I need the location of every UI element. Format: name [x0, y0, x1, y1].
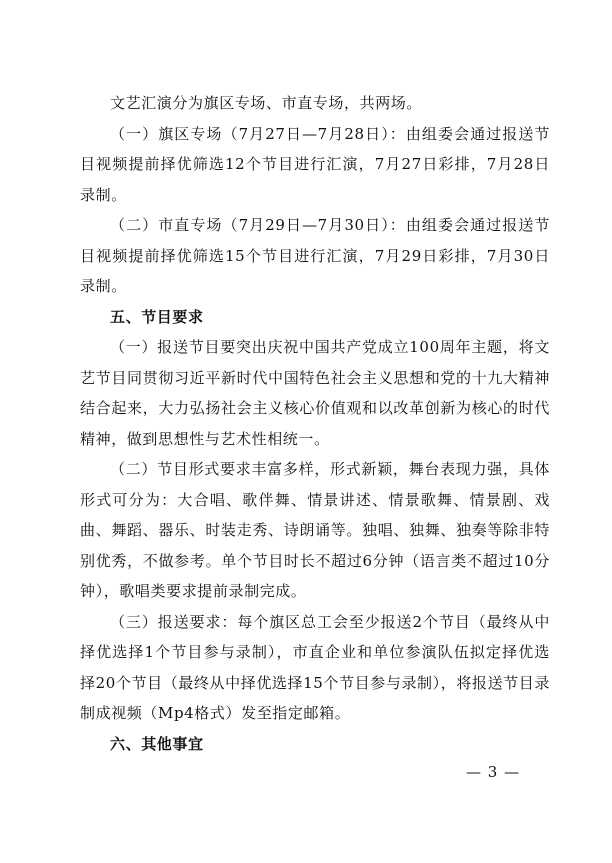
paragraph-city-session: （二）市直专场（7月29日—7月30日）：由组委会通过报送节目视频提前择优筛选15个节目进行汇演，7月29日彩排，7月30日录制。 — [80, 216, 550, 295]
section-heading-other-matters: 六、其他事宜 — [110, 734, 204, 753]
page-number: — 3 — — [466, 763, 521, 781]
paragraph-banner-session: （一）旗区专场（7月27日—7月28日）：由组委会通过报送节目视频提前择优筛选12个节目进行汇演，7月27日彩排，7月28日录制。 — [80, 124, 550, 204]
paragraph-submission-requirement: （三）报送要求：每个旗区总工会至少报送2个节目（最终从中择优选择1个节目参与录制），市直企业和单位参演队伍拟定择优选择20个节目（最终从中择优选择15个节目参与录制），将报送节目录制成视频（Mp4格式）发至指定邮箱。 — [80, 612, 550, 722]
document-body — [80, 88, 550, 759]
paragraph-format-requirement: （二）节目形式要求丰富多样，形式新颖，舞台表现力强，具体形式可分为：大合唱、歌伴舞、情景讲述、情景歌舞、情景剧、戏曲、舞蹈、器乐、时装走秀、诗朗诵等。独唱、独舞、独奏等除非特别优秀，不做参考。单个节目时长不超过6分钟（语言类不超过10分钟），歌唱类要求提前录制完成。 — [80, 460, 550, 600]
paragraph-intro: 文艺汇演分为旗区专场、市直专场，共两场。 — [110, 94, 423, 112]
paragraph-theme-requirement: （一）报送节目要突出庆祝中国共产党成立100周年主题，将文艺节目同贯彻习近平新时代中国特色社会主义思想和党的十九大精神结合起来，大力弘扬社会主义核心价值观和以改革创新为核心的时代精神，做到思想性与艺术性相统一。 — [80, 338, 550, 448]
section-heading-program-requirements: 五、节目要求 — [110, 307, 204, 326]
